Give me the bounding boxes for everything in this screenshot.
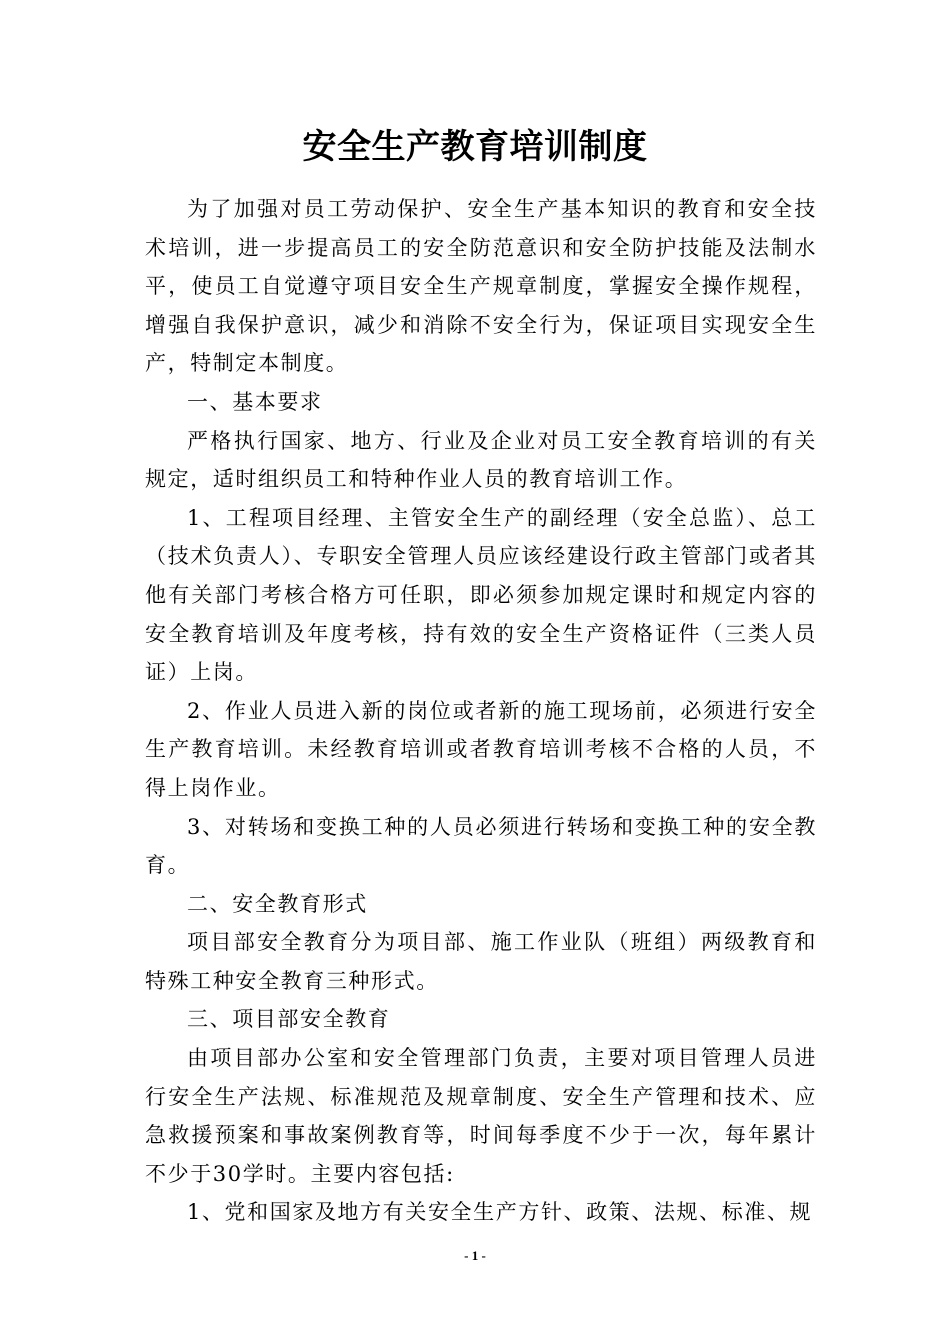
list-item: 3、对转场和变换工种的人员必须进行转场和变换工种的安全教育。 xyxy=(145,814,817,878)
paragraph: 项目部安全教育分为项目部、施工作业队（班组）两级教育和特殊工种安全教育三种形式。 xyxy=(145,930,817,993)
document-title: 安全生产教育培训制度 xyxy=(302,127,648,167)
list-item: 1、工程项目经理、主管安全生产的副经理（安全总监）、总工（技术负责人）、专职安全管理人员应该经建设行政主管部门或者其他有关部门考核合格方可任职，即必须参加规定课时和规定内容的安全教育培训及年度考核，持有效的安全生产资格证件（三类人员证）上岗。 xyxy=(145,505,817,685)
paragraph: 严格执行国家、地方、行业及企业对员工安全教育培训的有关规定，适时组织员工和特种作业人员的教育培训工作。 xyxy=(145,428,817,492)
page-number: - 1 - xyxy=(464,1248,486,1263)
section-heading-3: 三、项目部安全教育 xyxy=(187,1007,391,1032)
section-heading-1: 一、基本要求 xyxy=(187,389,323,414)
list-item: 1、党和国家及地方有关安全生产方针、政策、法规、标准、规 xyxy=(187,1200,813,1225)
section-heading-2: 二、安全教育形式 xyxy=(187,891,368,916)
paragraph: 由项目部办公室和安全管理部门负责，主要对项目管理人员进行安全生产法规、标准规范及规章制度、安全生产管理和技术、应急救援预案和事故案例教育等，时间每季度不少于一次，每年累计不少于30学时。主要内容包括: xyxy=(145,1046,817,1186)
paragraph-intro: 为了加强对员工劳动保护、安全生产基本知识的教育和安全技术培训，进一步提高员工的安全防范意识和安全防护技能及法制水平，使员工自觉遵守项目安全生产规章制度，掌握安全操作规程，增强自我保护意识，减少和消除不安全行为，保证项目实现安全生产，特制定本制度。 xyxy=(145,197,817,376)
document-body xyxy=(145,190,817,1232)
list-item: 2、作业人员进入新的岗位或者新的施工现场前，必须进行安全生产教育培训。未经教育培训或者教育培训考核不合格的人员，不得上岗作业。 xyxy=(145,698,817,800)
